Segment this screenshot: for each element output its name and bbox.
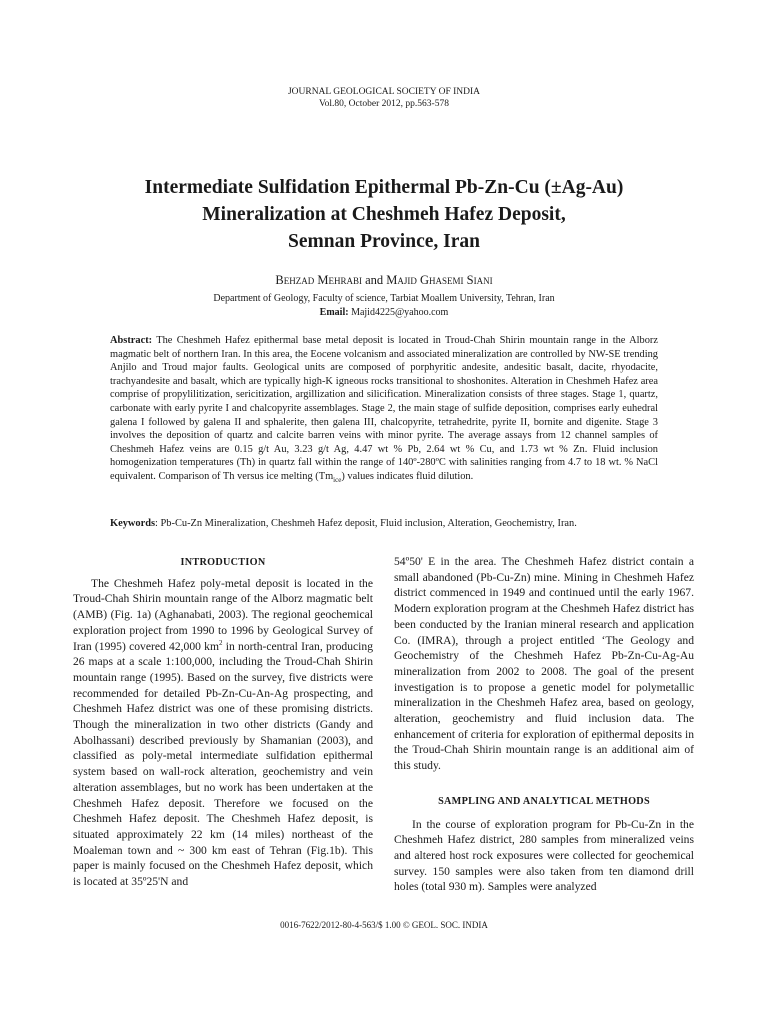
left-column — [73, 554, 373, 890]
email-line — [0, 306, 768, 319]
affiliation: Department of Geology, Faculty of science, Tarbiat Moallem University, Tehran, Iran — [213, 293, 555, 304]
footer-copyright: 0016-7622/2012-80-4-563/$ 1.00 © GEOL. SOC. INDIA — [280, 920, 488, 930]
abstract — [110, 334, 658, 488]
author-1: Behzad Mehrabi — [275, 273, 362, 287]
title-line-1: Intermediate Sulfidation Epithermal Pb-Zn-Cu (±Ag-Au) — [144, 177, 624, 198]
journal-name: JOURNAL GEOLOGICAL SOCIETY OF INDIA — [287, 87, 481, 97]
abstract-subscript: ice — [333, 476, 342, 485]
email-label: Email: — [319, 307, 349, 318]
journal-volume: Vol.80, October 2012, pp.563-578 — [319, 99, 449, 109]
intro-text-b: in north-central Iran, producing 26 maps at a scale 1:100,000, including the Troud-Chah Shirin mountain range (1995). Based on the survey, five districts were recommended for detailed Pb-Zn-Cu-An-Ag prospecting, and Cheshmeh Hafez district was one of these promising districts. Though the mineralization in two other districts (Gandy and Abolhassani) described previously by Shamanian (2003), and classified as poly-metal intermediate sulfidation epithermal system based on wall-rock alteration, geochemistry and vein alteration assemblages, but no work has been undertaken at the Cheshmeh Hafez deposit. Therefore we focused on the Cheshmeh Hafez deposit. The Cheshmeh Hafez deposit, is situated approximately 22 km (14 miles) northeast of the Moaleman town and ~ 300 km east of Tehran (Fig.1b). This paper is mainly focused on the Cheshmeh Hafez deposit, which is located at 35º25'N and — [73, 639, 373, 889]
author-2: Majid Ghasemi Siani — [386, 273, 493, 287]
paper-title — [60, 174, 708, 255]
email-address: Majid4225@yahoo.com — [351, 307, 449, 318]
right-column — [394, 554, 694, 895]
intro-text-a: The Cheshmeh Hafez poly-metal deposit is located in the Troud-Chah Shirin mountain range of the Alborz magmatic belt (AMB) (Fig. 1a) (Aghanabati, 2003). The regional geochemical exploration project from 1990 to 1996 by Geological Survey of Iran (1995) covered 42,000 km — [73, 576, 373, 653]
methods-heading: SAMPLING AND ANALYTICAL METHODS — [438, 795, 650, 807]
abstract-label: Abstract: — [110, 335, 153, 346]
intro-superscript: 2 — [219, 638, 223, 647]
author-list — [0, 273, 768, 288]
title-line-3: Semnan Province, Iran — [288, 231, 480, 252]
abstract-text-end: ) values indicates fluid dilution. — [341, 470, 474, 482]
introduction-paragraph — [73, 576, 373, 890]
keywords-text: : Pb-Cu-Zn Mineralization, Cheshmeh Hafez deposit, Fluid inclusion, Alteration, Geochemistry, Iran. — [155, 518, 577, 529]
abstract-text: The Cheshmeh Hafez epithermal base metal deposit is located in Troud-Chah Shirin mountain range in the Alborz magmatic belt of northern Iran. In this area, the Eocene volcanism and associated mineralization are controlled by NW-SE trending Anjilo and Troud major faults. Geological units are composed of porphyritic andesite, andesitic basalt, dacite, rhyodacite, trachyandesite and basalt, which are typically high-K igneous rocks transitional to shoshonites. Alteration in Cheshmeh Hafez area comprise of propylilitization, sericitization, argillization and silicification. Mineralization consists of three stages. Stage 1, quartz, carbonate with early pyrite I and chalcopyrite assemblages. Stage 2, the main stage of sulfide deposition, comprises early euhedral galena I followed by galena II and sphalerite, then galena III, chalcopyrite, tetrahedrite, pyrite II, bornite and digenite. Stage 3 involves the deposition of quartz and calcite barren veins with minor pyrite. The average assays from 12 channel samples of Cheshmeh Hafez veins are 0.15 g/t Au, 3.23 g/t Ag, 4.47 wt % Pb, 2.64 wt % Cu, and 1.73 wt % Zn. Fluid inclusion homogenization temperatures (Th) in quartz fall within the range of 140º-280ºC with salinities ranging from 4.7 to 18 wt. % NaCl equivalent. Comparison of Th versus ice melting (Tm — [110, 335, 658, 482]
keywords-label: Keywords — [110, 518, 156, 529]
title-line-2: Mineralization at Cheshmeh Hafez Deposit, — [202, 204, 566, 225]
methods-paragraph: In the course of exploration program for Pb-Cu-Zn in the Cheshmeh Hafez district, 280 samples from mineralized veins and altered host rock exposures were collected for geochemical survey. 150 samples were also taken from ten diamond drill holes (total 930 m). Samples were analyzed — [394, 817, 694, 894]
keywords — [110, 517, 658, 531]
author-conjunction: and — [365, 273, 384, 287]
journal-header — [0, 86, 768, 110]
introduction-continuation: 54º50' E in the area. The Cheshmeh Hafez district contain a small abandoned (Pb-Cu-Zn) mine. Mining in Cheshmeh Hafez district commenced in 1949 and continued until the early 1967. Modern exploration program at the Cheshmeh Hafez district has been conducted by the Iranian mineral research and application Co. (IMRA), through a project entitled ‘The Geology and Geochemistry of the Cheshmeh Hafez Pb-Zn-Cu-Ag-Au mineralization from 2002 to 2008. The goal of the present investigation is to propose a genetic model for polymetallic mineralization in the Cheshmeh Hafez area, based on geology, alteration, geochemistry and fluid inclusion data. The enhancement of criteria for exploration of epithermal deposits in the Troud-Chah Shirin mountain range is an additional aim of this study. — [394, 555, 694, 773]
introduction-heading: INTRODUCTION — [180, 557, 266, 568]
